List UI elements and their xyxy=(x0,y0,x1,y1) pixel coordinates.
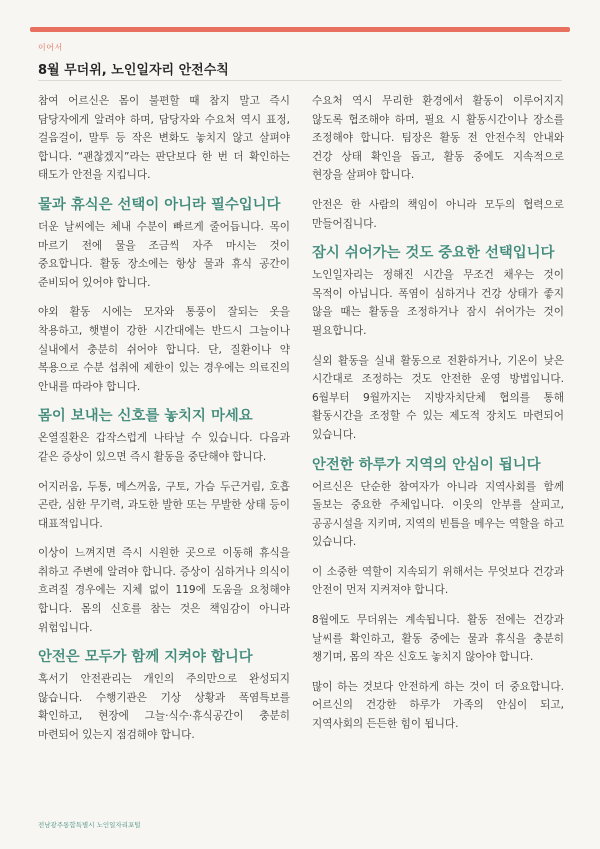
section-heading-water-rest: 물과 휴식은 선택이 아니라 필수입니다 xyxy=(38,196,281,213)
paragraph: 어르신은 단순한 참여자가 아니라 지역사회를 함께 돌보는 중요한 주체입니다. 이웃의 안부를 살피고, 공공시설을 지키며, 지역의 빈틈을 메우는 역할을 하고 있습니다. xyxy=(312,480,564,549)
intro-paragraph: 참여 어르신은 몸이 불편할 때 참지 말고 즉시 담당자에게 알려야 하며, 담당자와 수요처 역시 표정, 걸음걸이, 말투 등 작은 변화도 놓치지 않고 살펴야 합니다. “괜찮겠지”라는 판단보다 한 번 더 확인하는 태도가 안전을 지킵니다. xyxy=(38,95,290,182)
left-column xyxy=(38,92,290,756)
section-heading-safety-together: 안전은 모두가 함께 지켜야 합니다 xyxy=(38,649,253,666)
paragraph: 이상이 느껴지면 즉시 시원한 곳으로 이동해 휴식을 취하고 주변에 알려야 합니다. 증상이 심하거나 의식이 흐려질 경우에는 지체 없이 119에 도움을 요청해야 합니다. 몸의 신호를 참는 것은 책임감이 아니라 위험입니다. xyxy=(38,547,290,634)
article-header xyxy=(38,42,562,78)
paragraph: 8월에도 무더위는 계속됩니다. 활동 전에는 건강과 날씨를 확인하고, 활동 중에는 물과 휴식을 충분히 챙기며, 몸의 작은 신호도 놓치지 않아야 합니다. xyxy=(312,614,564,664)
paragraph: 혹서기 안전관리는 개인의 주의만으로 완성되지 않습니다. 수행기관은 기상 상황과 폭염특보를 확인하고, 현장에 그늘·식수·휴식공간이 충분히 마련되어 있는지 점검해야 합니다. xyxy=(38,673,290,742)
paragraph: 야외 활동 시에는 모자와 통풍이 잘되는 옷을 착용하고, 햇볕이 강한 시간대에는 반드시 그늘이나 실내에서 충분히 쉬어야 합니다. 단, 질환이나 약 복용으로 수분 섭취에 제한이 있는 경우에는 의료진의 안내를 따라야 합니다. xyxy=(38,306,290,393)
paragraph: 안전은 한 사람의 책임이 아니라 모두의 협력으로 만들어집니다. xyxy=(312,198,564,230)
paragraph: 어지러움, 두통, 메스꺼움, 구토, 가슴 두근거림, 호흡 곤란, 심한 무기력, 과도한 발한 또는 무발한 상태 등이 대표적입니다. xyxy=(38,480,290,530)
section-heading-safe-day: 안전한 하루가 지역의 안심이 됩니다 xyxy=(312,456,541,473)
paragraph: 온열질환은 갑작스럽게 나타날 수 있습니다. 다음과 같은 증상이 있으면 즉시 활동을 중단해야 합니다. xyxy=(38,432,290,463)
continued-label: 이어서 xyxy=(38,43,63,52)
article-title: 8월 무더위, 노인일자리 안전수칙 xyxy=(38,63,229,78)
paragraph: 노인일자리는 정해진 시간을 무조건 채우는 것이 목적이 아닙니다. 폭염이 심하거나 건강 상태가 좋지 않을 때는 활동을 조정하거나 잠시 쉬어가는 것이 필요합니다. xyxy=(312,269,564,337)
section-heading-take-rest: 잠시 쉬어가는 것도 중요한 선택입니다 xyxy=(312,245,555,262)
footer-source: 전남광주통합특별시 노인일자리포털 xyxy=(38,821,141,829)
paragraph: 이 소중한 역할이 지속되기 위해서는 무엇보다 건강과 안전이 먼저 지켜져야 합니다. xyxy=(312,565,564,597)
top-accent-bar xyxy=(30,27,570,32)
paragraph: 실외 활동을 실내 활동으로 전환하거나, 기온이 낮은 시간대로 조정하는 것도 안전한 운영 방법입니다. 6월부터 9월까지는 지방자치단체 협의를 통해 활동시간을 조정할 수 있는 제도적 장치도 마련되어 있습니다. xyxy=(312,354,564,441)
paragraph: 많이 하는 것보다 안전하게 하는 것이 더 중요합니다. 어르신의 건강한 하루가 가족의 안심이 되고, 지역사회의 든든한 힘이 됩니다. xyxy=(312,680,564,731)
right-column xyxy=(312,92,564,745)
header-divider xyxy=(38,80,562,81)
paragraph: 수요처 역시 무리한 환경에서 활동이 이루어지지 않도록 협조해야 하며, 필요 시 활동시간이나 장소를 조정해야 합니다. 팀장은 활동 전 안전수칙 안내와 건강 상태 확인을 돕고, 활동 중에도 지속적으로 현장을 살펴야 합니다. xyxy=(312,95,564,182)
paragraph: 더운 날씨에는 체내 수분이 빠르게 줄어듭니다. 목이 마르기 전에 물을 조금씩 자주 마시는 것이 중요합니다. 활동 장소에는 항상 물과 휴식 공간이 준비되어 있어야 합니다. xyxy=(38,220,290,289)
section-heading-body-signals: 몸이 보내는 신호를 놓치지 마세요 xyxy=(38,408,253,425)
